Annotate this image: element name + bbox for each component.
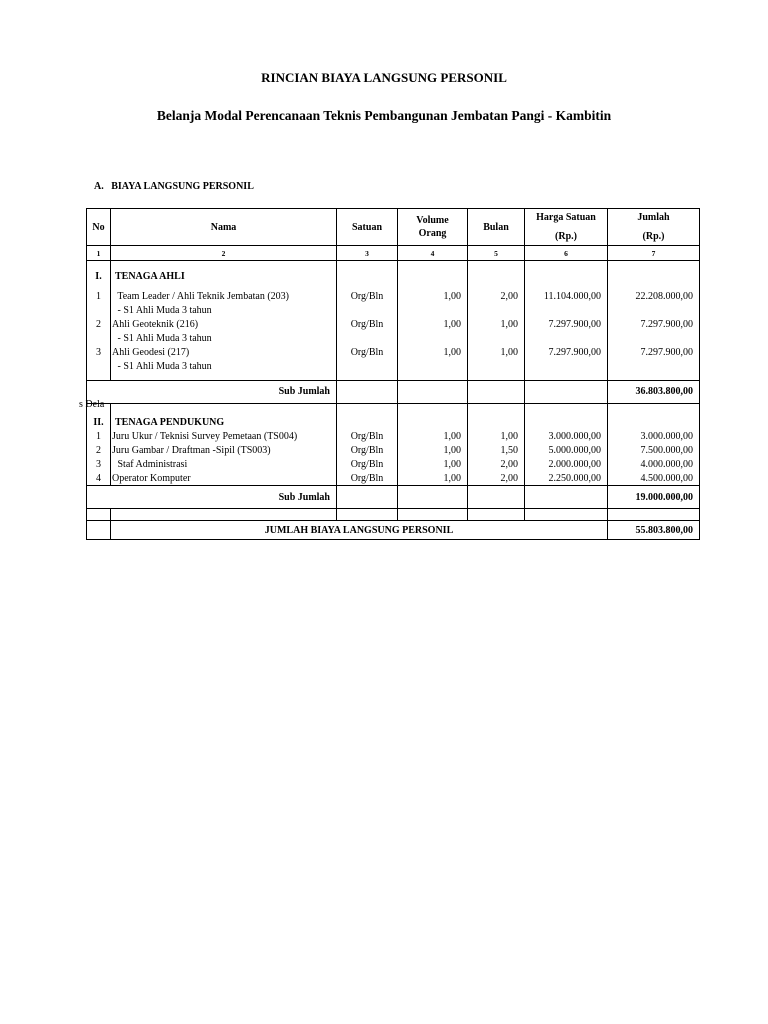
subtotal-row — [87, 380, 700, 403]
row-harga: 11.104.000,00 — [525, 289, 608, 303]
row-satuan: Org/Bln — [337, 317, 398, 331]
row-nama: Juru Ukur / Teknisi Survey Pemetaan (TS004) — [111, 429, 337, 443]
row-nama: Team Leader / Ahli Teknik Jembatan (203) — [111, 289, 337, 303]
row-bulan: 2,00 — [468, 457, 525, 471]
row-no: 1 — [87, 289, 111, 303]
header-bulan: Bulan — [468, 209, 525, 246]
row-nama: Juru Gambar / Draftman -Sipil (TS003) — [111, 443, 337, 457]
table-row — [87, 317, 700, 331]
column-number: 4 — [398, 246, 468, 261]
subtotal-value: 19.000.000,00 — [608, 486, 700, 509]
table-row — [87, 471, 700, 486]
table-row — [87, 289, 700, 303]
header-volume-line2: Orang — [418, 228, 447, 239]
row-volume: 1,00 — [398, 317, 468, 331]
row-no: 4 — [87, 471, 111, 486]
row-harga: 5.000.000,00 — [525, 443, 608, 457]
row-satuan: Org/Bln — [337, 289, 398, 303]
subtotal-label: Sub Jumlah — [111, 486, 337, 509]
row-volume: 1,00 — [398, 429, 468, 443]
row-bulan: 1,50 — [468, 443, 525, 457]
column-number: 5 — [468, 246, 525, 261]
subtotal-row — [87, 486, 700, 509]
table-row — [87, 345, 700, 359]
group-title: TENAGA PENDUKUNG — [111, 415, 337, 429]
column-number: 6 — [525, 246, 608, 261]
header-jumlah — [608, 209, 700, 246]
table-header-row — [87, 209, 700, 246]
table-row — [87, 457, 700, 471]
table-row-detail — [87, 303, 700, 317]
total-label: JUMLAH BIAYA LANGSUNG PERSONIL — [111, 521, 608, 540]
row-harga: 2.250.000,00 — [525, 471, 608, 486]
row-satuan: Org/Bln — [337, 345, 398, 359]
row-volume: 1,00 — [398, 443, 468, 457]
row-jumlah: 7.297.900,00 — [608, 345, 700, 359]
column-number: 2 — [111, 246, 337, 261]
row-harga: 3.000.000,00 — [525, 429, 608, 443]
column-number: 1 — [87, 246, 111, 261]
header-no: No — [87, 209, 111, 246]
document-subtitle: Belanja Modal Perencanaan Teknis Pembangunan Jembatan Pangi - Kambitin — [156, 108, 612, 123]
row-no: 3 — [87, 457, 111, 471]
row-detail: - S1 Ahli Muda 3 tahun — [111, 303, 337, 317]
row-satuan: Org/Bln — [337, 457, 398, 471]
header-volume — [398, 209, 468, 246]
row-bulan: 2,00 — [468, 289, 525, 303]
group-number: II. — [87, 415, 111, 429]
column-number: 7 — [608, 246, 700, 261]
row-jumlah: 7.297.900,00 — [608, 317, 700, 331]
table-row — [87, 443, 700, 457]
cost-table — [86, 208, 700, 540]
header-harga-line2: (Rp.) — [555, 231, 577, 242]
header-nama: Nama — [111, 209, 337, 246]
header-jumlah-line1: Jumlah — [637, 212, 670, 223]
header-harga-line1: Harga Satuan — [536, 212, 596, 223]
row-bulan: 1,00 — [468, 345, 525, 359]
row-no: 2 — [87, 443, 111, 457]
document-title: RINCIAN BIAYA LANGSUNG PERSONIL — [261, 70, 507, 85]
column-number-row — [87, 246, 700, 261]
group-title-row — [87, 415, 700, 429]
group-title: TENAGA AHLI — [111, 269, 337, 283]
row-bulan: 1,00 — [468, 317, 525, 331]
row-nama: Operator Komputer — [111, 471, 337, 486]
row-no: 3 — [87, 345, 111, 359]
header-harga — [525, 209, 608, 246]
row-jumlah: 3.000.000,00 — [608, 429, 700, 443]
row-nama: Staf Administrasi — [111, 457, 337, 471]
subtotal-value: 36.803.800,00 — [608, 380, 700, 403]
table-row — [87, 429, 700, 443]
row-volume: 1,00 — [398, 289, 468, 303]
row-harga: 7.297.900,00 — [525, 317, 608, 331]
row-detail: - S1 Ahli Muda 3 tahun — [111, 331, 337, 345]
header-volume-line1: Volume — [416, 215, 449, 226]
table-row-detail — [87, 331, 700, 345]
header-jumlah-line2: (Rp.) — [642, 231, 665, 242]
cut-off-text: s Dela — [79, 399, 105, 410]
total-value: 55.803.800,00 — [608, 521, 700, 540]
table-row-detail — [87, 359, 700, 373]
subtotal-label: Sub Jumlah — [111, 380, 337, 403]
row-harga: 2.000.000,00 — [525, 457, 608, 471]
header-satuan: Satuan — [337, 209, 398, 246]
row-jumlah: 4.500.000,00 — [608, 471, 700, 486]
total-row — [87, 521, 700, 540]
row-no: 1 — [87, 429, 111, 443]
row-bulan: 1,00 — [468, 429, 525, 443]
row-harga: 7.297.900,00 — [525, 345, 608, 359]
row-detail: - S1 Ahli Muda 3 tahun — [111, 359, 337, 373]
section-heading: A. BIAYA LANGSUNG PERSONIL — [94, 181, 254, 192]
row-volume: 1,00 — [398, 345, 468, 359]
row-bulan: 2,00 — [468, 471, 525, 486]
row-volume: 1,00 — [398, 457, 468, 471]
group-number: I. — [87, 269, 111, 283]
row-jumlah: 22.208.000,00 — [608, 289, 700, 303]
row-no: 2 — [87, 317, 111, 331]
row-jumlah: 7.500.000,00 — [608, 443, 700, 457]
row-nama: Ahli Geoteknik (216) — [111, 317, 337, 331]
column-number: 3 — [337, 246, 398, 261]
row-satuan: Org/Bln — [337, 443, 398, 457]
row-jumlah: 4.000.000,00 — [608, 457, 700, 471]
row-satuan: Org/Bln — [337, 429, 398, 443]
group-title-row — [87, 269, 700, 283]
row-volume: 1,00 — [398, 471, 468, 486]
row-nama: Ahli Geodesi (217) — [111, 345, 337, 359]
row-satuan: Org/Bln — [337, 471, 398, 486]
